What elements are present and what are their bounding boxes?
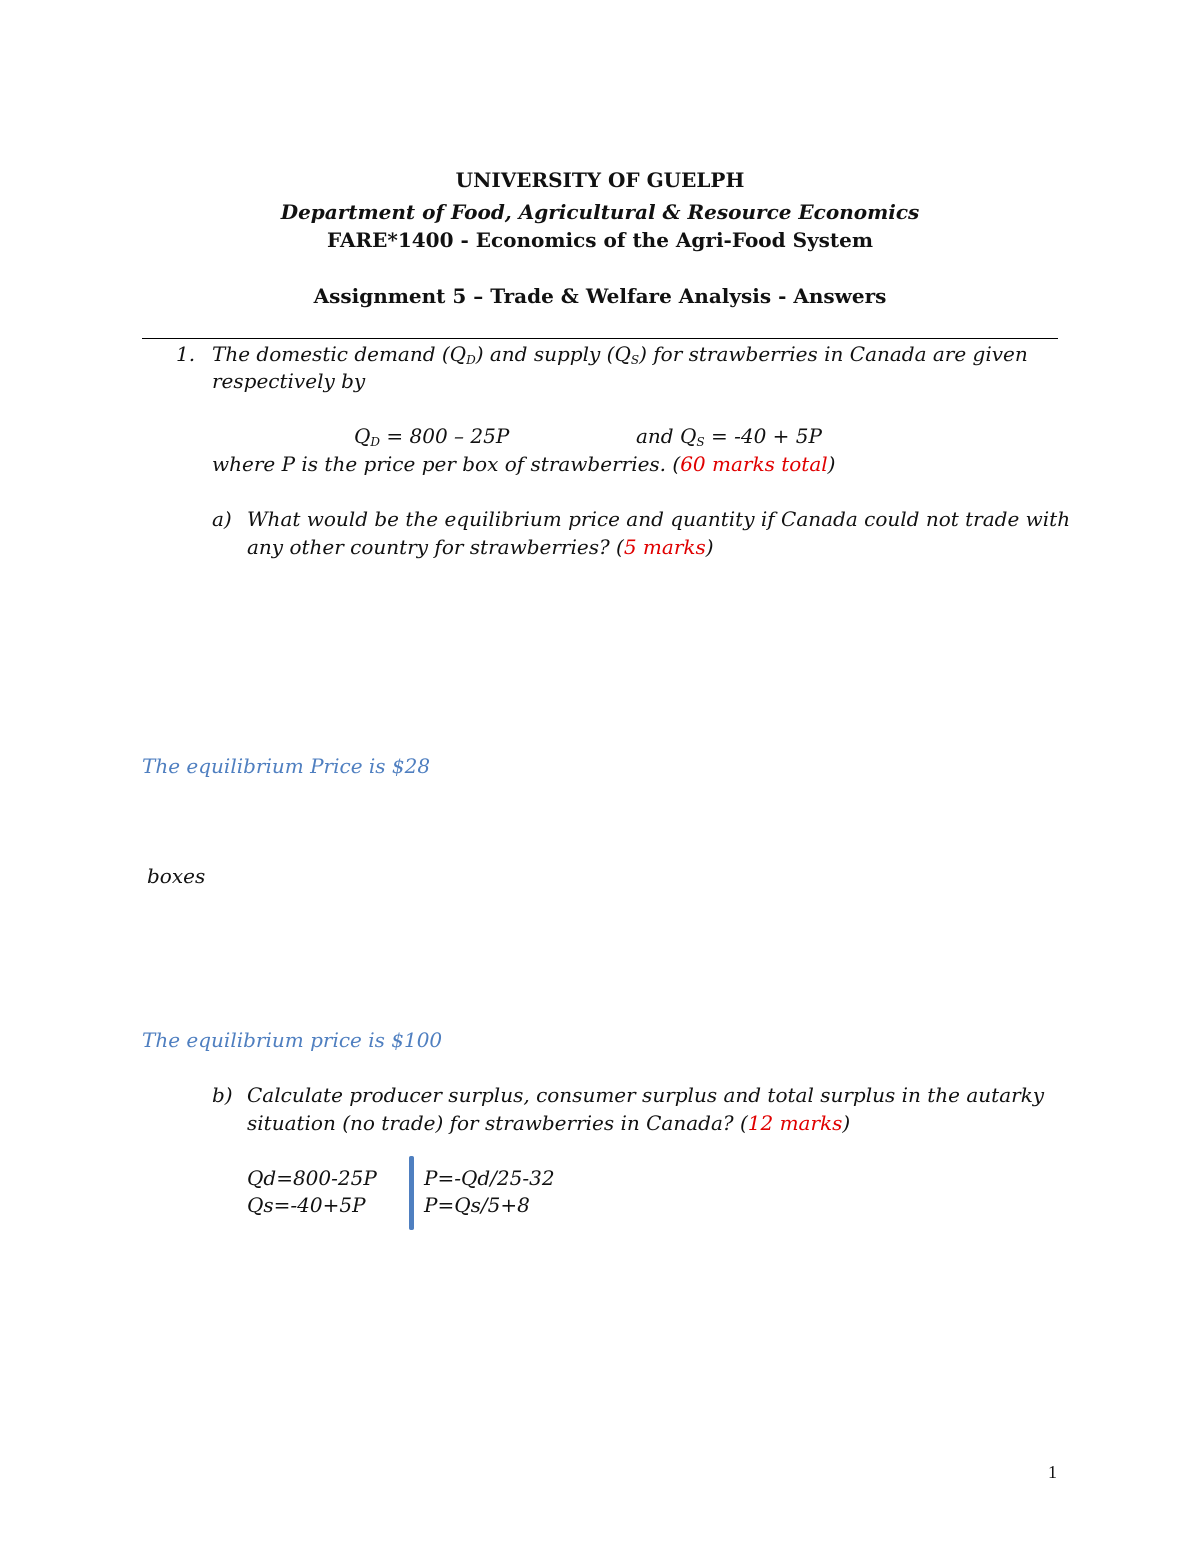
part-a-line2: any other country for strawberries? (5 marks) bbox=[247, 535, 714, 559]
demand-equation: $Q_D = 800 - 25P$ bbox=[354, 424, 510, 449]
department-title: Department of Food, Agricultural & Resource Economics bbox=[280, 200, 920, 224]
question-number: 1. bbox=[176, 342, 196, 366]
answer-price-100: The equilibrium price is $100 bbox=[142, 1028, 443, 1052]
supply-equation: and $Q_S = -40 + 5P$ bbox=[636, 424, 822, 449]
question-where-line: where P is the price per box of strawberries. (60 marks total) bbox=[212, 452, 836, 476]
equation-p-supply: P=Qs/5+8 bbox=[424, 1193, 530, 1217]
equation-p-demand: P=-Qd/25-32 bbox=[424, 1166, 555, 1190]
answer-boxes: boxes bbox=[147, 864, 206, 888]
question-intro-line2: respectively by bbox=[212, 369, 366, 393]
university-title: UNIVERSITY OF GUELPH bbox=[455, 168, 745, 192]
equation-qd: Qd=800-25P bbox=[247, 1166, 377, 1190]
header-divider bbox=[142, 338, 1058, 339]
page-number: 1 bbox=[1048, 1462, 1057, 1482]
part-b-line1: Calculate producer surplus, consumer surplus and total surplus in the autarky bbox=[247, 1083, 1045, 1107]
part-a-marks: 5 marks bbox=[623, 535, 706, 559]
part-a-line1: What would be the equilibrium price and quantity if Canada could not trade with bbox=[247, 507, 1071, 531]
part-b-marks: 12 marks bbox=[747, 1111, 843, 1135]
part-b-label: b) bbox=[212, 1083, 233, 1107]
part-a-label: a) bbox=[212, 507, 232, 531]
question-intro-line1: The domestic demand $(Q_D)$ and supply $(Q_S)$ for strawberries in Canada are given bbox=[212, 342, 1028, 367]
assignment-title: Assignment 5 – Trade & Welfare Analysis - Answers bbox=[313, 284, 887, 308]
ink-bracket-line bbox=[409, 1156, 414, 1230]
equation-qs: Qs=-40+5P bbox=[247, 1193, 366, 1217]
part-b-line2: situation (no trade) for strawberries in Canada? (12 marks) bbox=[247, 1111, 851, 1135]
course-title: FARE*1400 - Economics of the Agri-Food System bbox=[326, 228, 874, 252]
answer-price-28: The equilibrium Price is $28 bbox=[142, 754, 431, 778]
marks-total: 60 marks total bbox=[680, 452, 828, 476]
